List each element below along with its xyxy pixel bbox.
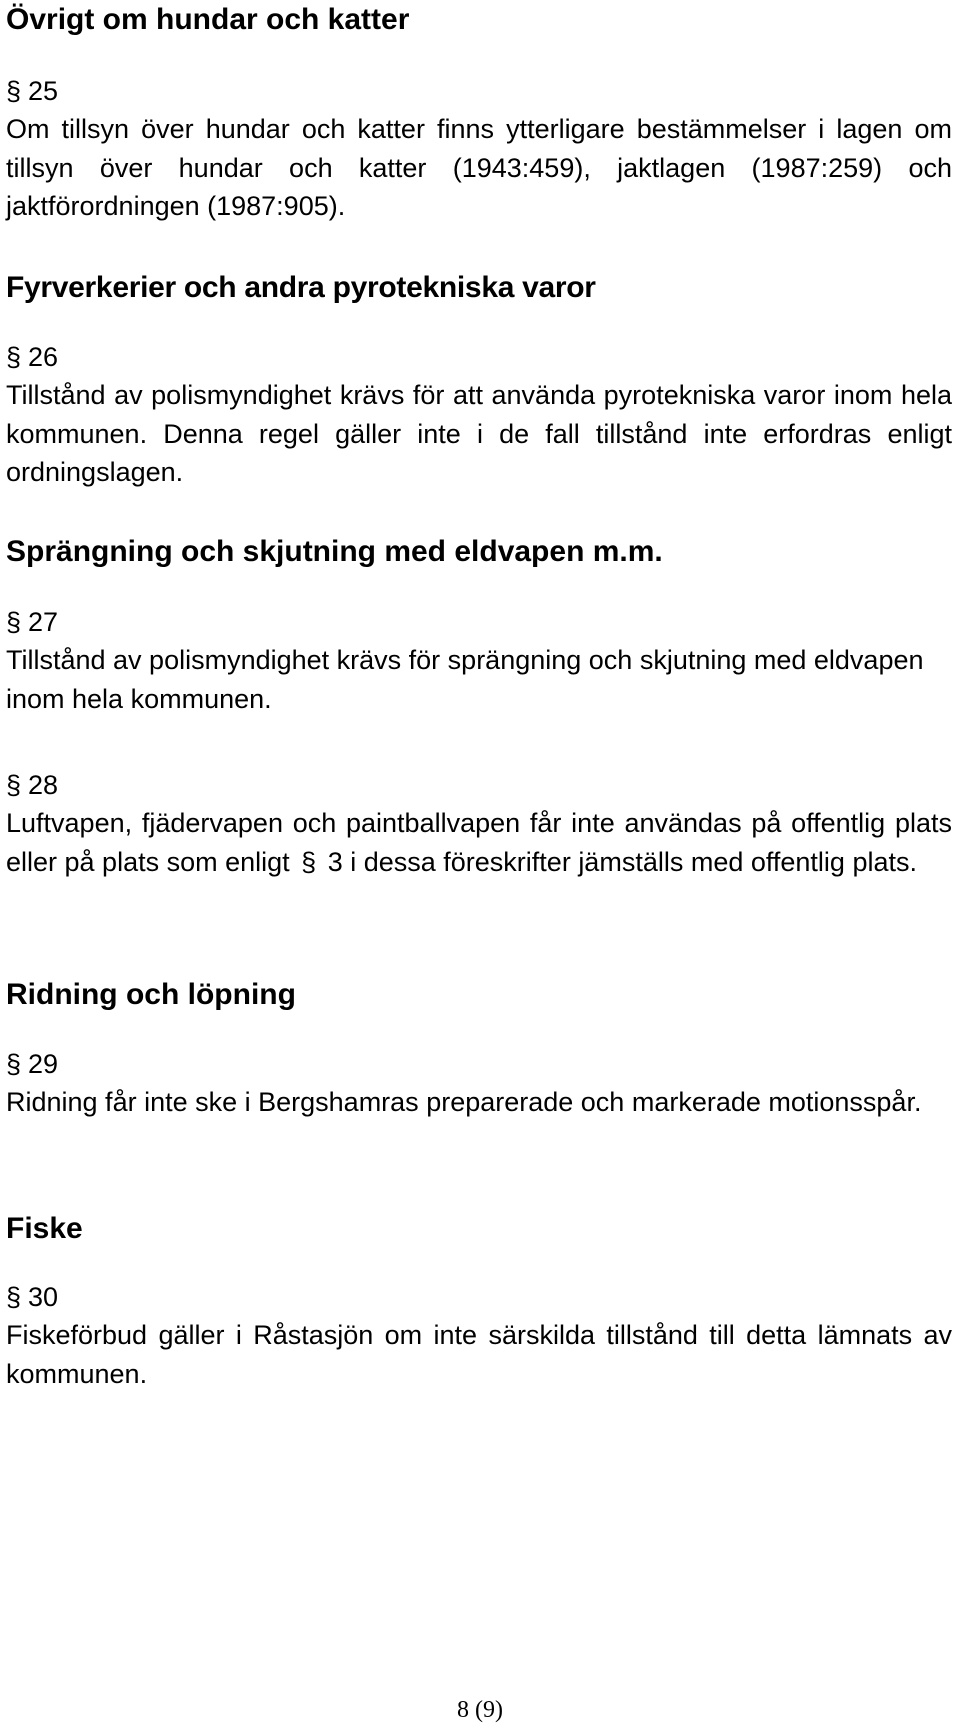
paragraph-28: [6, 766, 952, 881]
section-heading-sprangning: Sprängning och skjutning med eldvapen m.m.: [6, 535, 663, 568]
paragraph-number: § 27: [6, 603, 952, 641]
paragraph-30: [6, 1278, 952, 1393]
paragraph-number: § 29: [6, 1045, 952, 1083]
paragraph-text: Luftvapen, fjädervapen och paintballvapen får inte användas på offentlig plats eller på plats som enligt § 3 i dessa föreskrifter jämställs med offentlig plats.: [6, 804, 952, 881]
paragraph-text: Tillstånd av polismyndighet krävs för sprängning och skjutning med eldvapen inom hela kommunen.: [6, 645, 924, 714]
paragraph-text: Fiskeförbud gäller i Råstasjön om inte särskilda tillstånd till detta lämnats av kommunen.: [6, 1320, 952, 1389]
paragraph-29: [6, 1045, 952, 1122]
section-sign: §: [6, 76, 22, 106]
paragraph-number: § 30: [6, 1278, 952, 1316]
paragraph-text: Ridning får inte ske i Bergshamras preparerade och markerade motionsspår.: [6, 1087, 922, 1117]
section-heading-ridning: Ridning och löpning: [6, 978, 296, 1011]
paragraph-number: § 25: [6, 72, 952, 110]
section-sign: §: [6, 607, 22, 637]
paragraph-text: Om tillsyn över hundar och katter finns ytterligare bestämmelser i lagen om tillsyn över hundar och katter (1943:459), jaktlagen (1987:259) och jaktförordningen (1987:905).: [6, 114, 952, 221]
paragraph-number: § 28: [6, 766, 952, 804]
section-heading-ovrigt: Övrigt om hundar och katter: [6, 3, 410, 36]
section-sign: §: [6, 770, 22, 800]
paragraph-27: [6, 603, 952, 718]
section-sign: §: [301, 846, 317, 877]
section-sign: §: [6, 1049, 22, 1079]
section-heading-fyrverkerier: Fyrverkerier och andra pyrotekniska varor: [6, 271, 596, 304]
section-sign: §: [6, 342, 22, 372]
paragraph-26: [6, 338, 952, 492]
section-heading-fiske: Fiske: [6, 1212, 83, 1245]
paragraph-number: § 26: [6, 338, 952, 376]
paragraph-25: [6, 72, 952, 226]
page-number: 8 (9): [457, 1697, 503, 1723]
paragraph-text: Tillstånd av polismyndighet krävs för att använda pyrotekniska varor inom hela kommunen. Denna regel gäller inte i de fall tillstånd inte erfordras enligt ordningslagen.: [6, 380, 952, 487]
section-sign: §: [6, 1282, 22, 1312]
